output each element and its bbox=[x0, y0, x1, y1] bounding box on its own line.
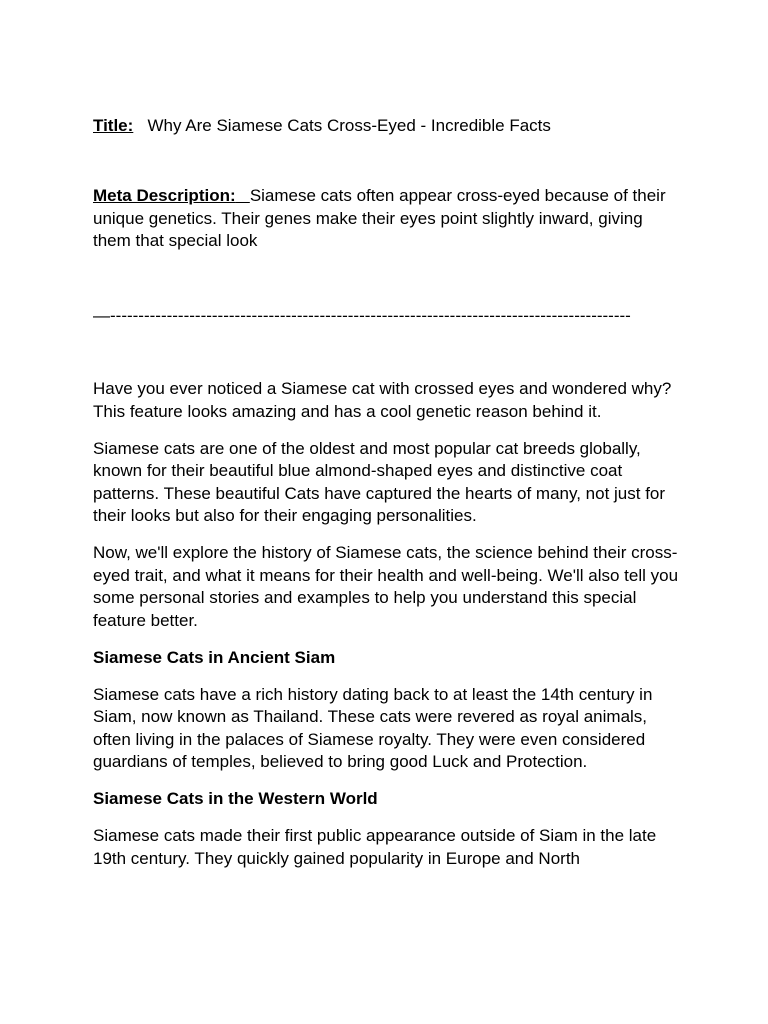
meta-text: Siamese cats often appear cross-eyed because of their unique genetics. Their genes make their eyes point slightly inward, giving them that special look bbox=[93, 186, 666, 250]
intro-paragraph-2: Siamese cats are one of the oldest and most popular cat breeds globally, known for their beautiful blue almond-shaped eyes and distinctive coat patterns. These beautiful Cats have captured the hearts of many, not just for their looks but also for their engaging personalities. bbox=[93, 438, 666, 525]
intro-paragraph-1: Have you ever noticed a Siamese cat with crossed eyes and wondered why? This feature looks amazing and has a cool genetic reason behind it. bbox=[93, 379, 672, 421]
meta-label: Meta Description: bbox=[93, 186, 236, 205]
meta-description bbox=[93, 185, 683, 253]
title-label: Title: bbox=[93, 116, 134, 135]
title-line bbox=[93, 115, 683, 138]
document-page bbox=[93, 0, 683, 1024]
title-text: Why Are Siamese Cats Cross-Eyed - Incredible Facts bbox=[147, 116, 551, 135]
section-heading-ancient-siam: Siamese Cats in Ancient Siam bbox=[93, 647, 336, 667]
section-text-western-world: Siamese cats made their first public appearance outside of Siam in the late 19th century. They quickly gained popularity in Europe and North bbox=[93, 826, 657, 868]
section-heading-western-world: Siamese Cats in the Western World bbox=[93, 789, 378, 808]
article-body bbox=[93, 378, 683, 885]
section-text-ancient-siam: Siamese cats have a rich history dating back to at least the 14th century in Siam, now known as Thailand. These cats were revered as royal animals, often living in the palaces of Siamese royalty. They were even considered guardians of temples, believed to bring good Luck and Protection. bbox=[93, 684, 653, 771]
separator-line: —-------------------------------------------------------------------------------------------- bbox=[93, 306, 631, 325]
intro-paragraph-3: Now, we'll explore the history of Siamese cats, the science behind their cross-eyed trait, and what it means for their health and well-being. We'll also tell you some personal stories and examples to help you understand this special feature better. bbox=[93, 543, 679, 630]
